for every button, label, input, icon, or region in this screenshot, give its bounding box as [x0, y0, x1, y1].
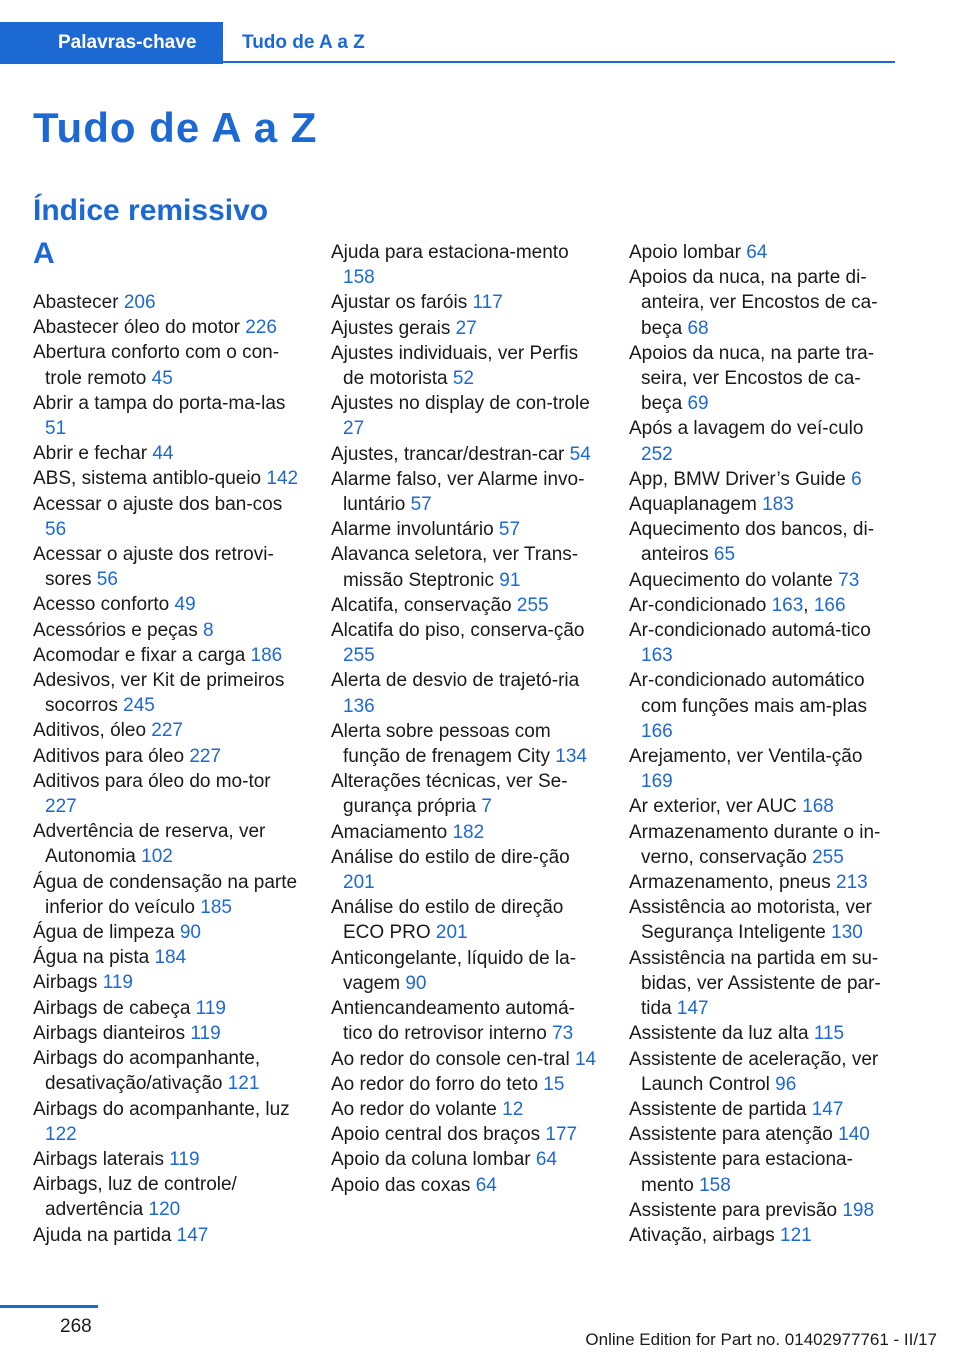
index-entry — [33, 744, 303, 769]
page-link[interactable]: 27 — [343, 418, 365, 440]
page-link[interactable]: 68 — [687, 317, 709, 339]
index-entry-text: Apoio da coluna lombar — [331, 1149, 531, 1171]
index-entry — [33, 1097, 303, 1147]
page-title: Tudo de A a Z — [33, 104, 318, 151]
page-link[interactable]: 102 — [141, 846, 173, 868]
page-header — [0, 0, 960, 64]
page-link[interactable]: 121 — [780, 1224, 812, 1246]
page-link[interactable]: 14 — [574, 1048, 597, 1070]
index-entry-text: Ajustes individuais, ver Perfis de motorista — [331, 342, 579, 390]
index-entry — [33, 391, 303, 441]
index-entry-text: Ar-condicionado — [629, 594, 767, 616]
index-entry — [629, 1047, 899, 1097]
index-entry — [33, 769, 303, 819]
page-link[interactable]: 119 — [102, 972, 133, 994]
index-entry-text: Arejamento, ver Ventila‐ção — [629, 746, 863, 768]
index-entry-text: Armazenamento, pneus — [629, 872, 831, 894]
page-link[interactable]: 166 — [641, 720, 673, 742]
page-link[interactable]: 52 — [452, 368, 474, 390]
page-link[interactable]: 245 — [123, 695, 155, 717]
index-entry — [33, 1223, 303, 1248]
index-entry — [33, 1021, 303, 1046]
footer-divider — [0, 1305, 98, 1308]
header-divider — [223, 61, 895, 63]
page-link[interactable]: 69 — [687, 393, 709, 415]
index-entry — [33, 920, 303, 945]
index-entry-text: Alarme falso, ver Alarme invo‐luntário — [331, 468, 585, 516]
index-entry — [629, 1097, 899, 1122]
page-link[interactable]: 73 — [838, 569, 860, 591]
index-entry-text: Airbags — [33, 972, 98, 994]
page-link[interactable]: 90 — [405, 972, 427, 994]
page-link[interactable]: 121 — [227, 1073, 260, 1095]
index-entry — [629, 240, 899, 265]
page-link[interactable]: 134 — [555, 746, 587, 768]
page-link[interactable]: 166 — [813, 594, 846, 616]
page-link[interactable]: 158 — [699, 1174, 731, 1196]
index-entry — [331, 618, 601, 668]
index-entry-text: Assistente para atenção — [629, 1124, 833, 1146]
index-entry-text: Ar exterior, ver AUC — [629, 796, 797, 818]
page-link[interactable]: 227 — [45, 796, 77, 818]
index-entry-text: Ajustes no display de con‐trole — [331, 393, 590, 415]
page-link[interactable]: 64 — [746, 242, 768, 263]
page-link[interactable]: 201 — [343, 872, 375, 894]
index-entry-text: Assistente para estaciona‐mento — [629, 1149, 853, 1196]
page-link[interactable]: 130 — [831, 922, 863, 944]
index-entry-text: Assistente de partida — [629, 1098, 807, 1120]
index-entry — [33, 668, 303, 718]
index-column-3 — [629, 240, 899, 1248]
index-entry-text: Aquaplanagem — [629, 494, 757, 516]
index-entry — [629, 895, 899, 945]
index-entry — [331, 290, 601, 315]
index-entry-text: Apoio lombar — [629, 242, 741, 263]
page-link[interactable]: 177 — [545, 1124, 578, 1146]
index-entry-text: Airbags, luz de controle/ advertência — [33, 1174, 237, 1221]
index-entry-text: Aquecimento dos bancos, di‐anteiros — [629, 519, 875, 566]
index-entry-text: Água de limpeza — [33, 922, 175, 944]
page-link[interactable]: 163 — [641, 645, 673, 667]
tab-tudo-de-a-a-z[interactable]: Tudo de A a Z — [242, 32, 365, 53]
page-link[interactable]: 198 — [842, 1199, 875, 1221]
page-link[interactable]: 119 — [169, 1148, 200, 1170]
index-entry — [629, 1198, 899, 1223]
index-entry — [629, 467, 899, 492]
index-entry — [33, 340, 303, 390]
index-entry — [331, 467, 601, 517]
index-entry-text: Abrir e fechar — [33, 443, 148, 465]
index-entry-text: Alerta de desvio de trajetó‐ria — [331, 670, 580, 692]
index-entry-text: Ajustes gerais — [331, 317, 451, 339]
page-link[interactable]: 201 — [435, 922, 468, 944]
page-link[interactable]: 7 — [481, 796, 492, 818]
page-link[interactable]: 255 — [516, 594, 549, 616]
page-link[interactable]: 182 — [452, 821, 485, 843]
index-entry-text: Abastecer óleo do motor — [33, 317, 241, 339]
index-entry — [629, 568, 899, 593]
index-entry-text: Antiencandeamento automá‐tico do retrovisor interno — [331, 998, 575, 1045]
index-entry — [33, 290, 303, 315]
index-entry-text: Ao redor do console cen‐tral — [331, 1048, 570, 1070]
index-entry — [33, 492, 303, 542]
index-entry — [33, 819, 303, 869]
index-entry — [33, 1046, 303, 1096]
index-entry-text: Abastecer — [33, 292, 119, 313]
page-link[interactable]: 120 — [148, 1199, 181, 1221]
index-entry — [331, 1122, 601, 1147]
index-entry-text: Aditivos para óleo — [33, 745, 185, 767]
index-subtitle: Índice remissivo — [33, 194, 269, 227]
index-entry-text: Alerta sobre pessoas com função de frenagem City — [331, 720, 551, 768]
page-link[interactable]: 142 — [266, 468, 299, 490]
index-entry — [629, 1122, 899, 1147]
page-link[interactable]: 45 — [151, 367, 173, 389]
index-entry-text: Amaciamento — [331, 821, 448, 843]
edition-note: Online Edition for Part no. 01402977761 - II/17 — [585, 1330, 937, 1349]
index-entry-text: Abertura conforto com o con‐trole remoto — [33, 342, 280, 389]
page-link[interactable]: 73 — [552, 1023, 574, 1045]
page-link[interactable]: 54 — [569, 443, 591, 465]
index-entry — [629, 341, 899, 417]
page-link[interactable]: 122 — [45, 1123, 77, 1145]
index-entry — [33, 618, 303, 643]
index-entry — [331, 542, 601, 592]
index-entry — [331, 341, 601, 391]
index-entry — [33, 592, 303, 617]
index-entry-text: Água na pista — [33, 947, 150, 969]
index-entry-text: Após a lavagem do veí‐culo — [629, 418, 864, 440]
index-entry — [629, 870, 899, 895]
index-entry — [331, 593, 601, 618]
index-entry — [629, 744, 899, 794]
index-entry-text: Apoio das coxas — [331, 1174, 471, 1196]
index-entry — [331, 1173, 601, 1198]
index-entry — [33, 466, 303, 491]
page-link[interactable]: 168 — [802, 796, 834, 818]
index-entry-text: Ajustar os faróis — [331, 292, 468, 314]
page-link[interactable]: 90 — [179, 922, 201, 944]
index-entry-text: Assistente para previsão — [629, 1199, 838, 1221]
page-link[interactable]: 119 — [190, 1022, 221, 1044]
index-entry — [629, 794, 899, 819]
index-entry-text: Ao redor do volante — [331, 1098, 497, 1120]
index-entry — [331, 820, 601, 845]
index-entry — [33, 1172, 303, 1222]
index-entry-text: Alcatifa, conservação — [331, 594, 512, 616]
page-link[interactable]: 115 — [813, 1023, 845, 1045]
index-entry — [629, 265, 899, 341]
index-entry — [331, 517, 601, 542]
page-link[interactable]: 184 — [154, 947, 187, 969]
index-entry-text: Ajuda para estaciona‐mento — [331, 242, 569, 263]
index-column-2 — [331, 240, 601, 1198]
index-entry-text: Acesso conforto — [33, 594, 170, 616]
page-link[interactable]: 206 — [123, 292, 156, 313]
index-entry — [331, 668, 601, 718]
index-entry-text: Ar-condicionado automá‐tico — [629, 620, 871, 642]
page-link[interactable]: 8 — [203, 619, 214, 641]
index-entry — [331, 1072, 601, 1097]
index-entry — [629, 668, 899, 744]
index-entry-text: Ajustes, trancar/destran‐car — [331, 443, 565, 465]
index-entry-text: Airbags do acompanhante, desativação/ativação — [33, 1048, 261, 1095]
page-link[interactable]: 136 — [343, 695, 375, 717]
index-entry-text: Aditivos para óleo do mo‐tor — [33, 770, 271, 792]
index-entry-text: Airbags de cabeça — [33, 997, 191, 1019]
index-entry — [331, 391, 601, 441]
index-entry — [629, 517, 899, 567]
page-link[interactable]: 56 — [96, 569, 118, 591]
index-entry-text: Assistente de aceleração, ver Launch Control — [629, 1048, 879, 1095]
index-entry — [331, 845, 601, 895]
index-entry — [331, 316, 601, 341]
index-entry — [629, 618, 899, 668]
page-link[interactable]: 140 — [838, 1124, 870, 1146]
index-entry-text: ABS, sistema antiblo‐queio — [33, 468, 262, 490]
page-link[interactable]: 65 — [713, 544, 736, 566]
index-entry-text: Apoio central dos braços — [331, 1124, 541, 1146]
index-entry — [331, 240, 601, 290]
page-link[interactable]: 91 — [499, 569, 521, 591]
page-link[interactable]: 226 — [245, 317, 277, 339]
page-link[interactable]: 183 — [762, 494, 794, 516]
index-entry — [629, 946, 899, 1022]
section-letter: A — [33, 237, 55, 270]
index-entry-text: Acessórios e peças — [33, 619, 198, 641]
page-link[interactable]: 213 — [836, 872, 868, 894]
page-link[interactable]: 96 — [775, 1073, 797, 1095]
page-number: 268 — [60, 1316, 92, 1337]
index-entry-text: Anticongelante, líquido de la‐vagem — [331, 947, 577, 994]
index-column-1 — [33, 290, 303, 1248]
index-entry-text: Aquecimento do volante — [629, 569, 833, 591]
page-link[interactable]: 64 — [535, 1149, 558, 1171]
page-link[interactable]: 163 — [771, 594, 804, 616]
index-entry-text: Ar-condicionado automático com funções mais am‐plas — [629, 670, 867, 717]
index-entry — [331, 895, 601, 945]
index-entry-text: Assistente da luz alta — [629, 1023, 809, 1045]
index-entry — [33, 870, 303, 920]
index-entry-text: Apoios da nuca, na parte tra‐seira, ver Encostos de ca‐beça — [629, 342, 875, 415]
index-entry: Ar-condicionado 163, 166 — [629, 594, 846, 616]
index-entry-text: Assistência ao motorista, ver Segurança Inteligente — [629, 897, 872, 944]
index-entry — [331, 1147, 601, 1172]
index-entry — [331, 1097, 601, 1122]
index-entry — [629, 820, 899, 870]
index-entry — [331, 769, 601, 819]
index-entry — [629, 1147, 899, 1197]
index-entry — [33, 996, 303, 1021]
page-link[interactable]: 57 — [410, 494, 432, 516]
index-entry — [629, 416, 899, 466]
page-link[interactable]: 186 — [250, 644, 283, 666]
index-entry-text: Assistência na partida em su‐bidas, ver Assistente de par‐tida — [629, 947, 881, 1020]
page-link[interactable]: 6 — [851, 468, 862, 490]
page-link[interactable]: 169 — [641, 771, 673, 793]
index-entry-text: Ativação, airbags — [629, 1224, 775, 1246]
index-entry — [33, 945, 303, 970]
tab-palavras-chave[interactable]: Palavras-chave — [0, 22, 223, 64]
page-link[interactable]: 15 — [543, 1073, 565, 1095]
page-link[interactable]: 49 — [174, 594, 196, 616]
page-link[interactable]: 252 — [641, 443, 673, 465]
index-entry — [629, 1223, 899, 1248]
index-entry — [331, 719, 601, 769]
page-link[interactable]: 57 — [498, 519, 521, 541]
index-entry — [331, 946, 601, 996]
page-link[interactable]: 158 — [343, 267, 375, 289]
index-entry-text: Acessar o ajuste dos retrovi‐sores — [33, 544, 274, 591]
page-link[interactable]: 56 — [45, 518, 67, 540]
index-entry-text: App, BMW Driver’s Guide — [629, 468, 846, 490]
index-entry-text: Ajuda na partida — [33, 1224, 172, 1246]
index-entry-text: Airbags do acompanhante, luz — [33, 1098, 290, 1120]
index-entry — [331, 1047, 601, 1072]
index-entry-text: Apoios da nuca, na parte di‐anteira, ver Encostos de ca‐beça — [629, 267, 878, 339]
index-entry — [33, 718, 303, 743]
page-link[interactable]: 255 — [343, 645, 375, 667]
page-link[interactable]: 147 — [176, 1224, 209, 1246]
page-link[interactable]: 117 — [472, 292, 503, 314]
index-entry-text: Alcatifa do piso, conserva‐ção — [331, 620, 585, 642]
page-link[interactable]: 27 — [455, 317, 477, 339]
index-entry-text: Análise do estilo de direção ECO PRO — [331, 897, 564, 944]
index-entry — [33, 441, 303, 466]
index-entry — [629, 1021, 899, 1046]
index-entry-text: Advertência de reserva, ver Autonomia — [33, 821, 266, 868]
index-entry-text: Alavanca seletora, ver Trans‐missão Steptronic — [331, 544, 579, 591]
index-entry — [33, 315, 303, 340]
index-entry-text: Armazenamento durante o in‐verno, conservação — [629, 821, 881, 868]
index-entry-text: Airbags laterais — [33, 1148, 164, 1170]
index-entry-text: Alarme involuntário — [331, 519, 494, 541]
index-entry-text: Adesivos, ver Kit de primeiros socorros — [33, 670, 285, 717]
index-entry-text: Aditivos, óleo — [33, 720, 147, 742]
index-entry-text: Acomodar e fixar a carga — [33, 644, 246, 666]
index-entry-text: Abrir a tampa do porta-ma‐las — [33, 392, 286, 414]
index-entry — [33, 970, 303, 995]
page-link[interactable]: 255 — [812, 846, 844, 868]
page-link[interactable]: 227 — [151, 720, 183, 742]
page-link[interactable]: 185 — [200, 896, 232, 918]
index-entry-text: Água de condensação na parte inferior do veículo — [33, 871, 298, 918]
page-link[interactable]: 119 — [195, 997, 226, 1019]
index-entry-text: Alterações técnicas, ver Se‐gurança própria — [331, 771, 568, 818]
index-entry-text: Ao redor do forro do teto — [331, 1073, 539, 1095]
page-link[interactable]: 227 — [189, 745, 222, 767]
index-entry — [331, 442, 601, 467]
page-link[interactable]: 64 — [475, 1174, 497, 1196]
index-entry — [331, 996, 601, 1046]
page-link[interactable]: 147 — [676, 998, 709, 1020]
page-link[interactable]: 147 — [811, 1098, 844, 1120]
index-entry-text: Airbags dianteiros — [33, 1022, 186, 1044]
index-entry-text: Análise do estilo de dire‐ção — [331, 846, 570, 868]
page-link[interactable]: 12 — [502, 1098, 524, 1120]
page-link[interactable]: 44 — [152, 443, 174, 465]
index-entry — [33, 1147, 303, 1172]
index-entry — [33, 643, 303, 668]
index-entry — [33, 542, 303, 592]
page-link[interactable]: 51 — [45, 418, 67, 440]
index-entry-text: Acessar o ajuste dos ban‐cos — [33, 493, 283, 515]
index-entry — [629, 492, 899, 517]
